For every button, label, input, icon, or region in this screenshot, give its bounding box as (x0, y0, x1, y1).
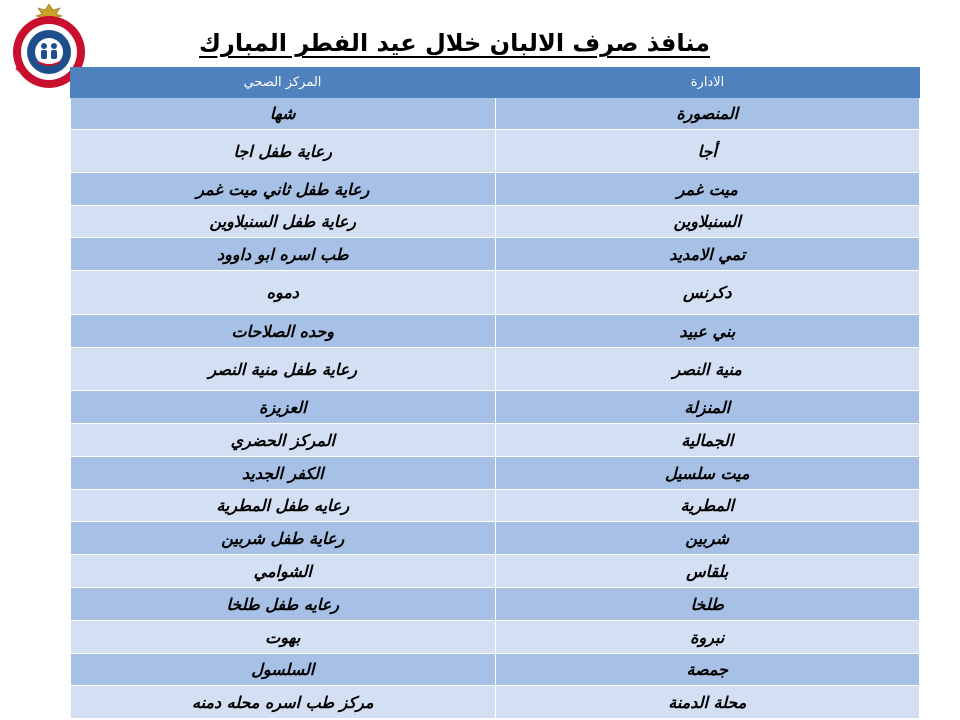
center-cell: رعايه طفل طلخا (71, 588, 496, 620)
table-row (71, 621, 920, 654)
admin-cell: جمصة (496, 654, 921, 685)
admin-cell: بني عبيد (496, 315, 921, 347)
table-row (71, 522, 920, 555)
table-row (71, 654, 920, 686)
admin-cell: شربين (496, 522, 921, 554)
center-cell: المركز الحضري (71, 424, 496, 456)
header-center: المركز الصحي (243, 75, 322, 90)
table-row (71, 130, 920, 173)
table-body (70, 98, 920, 719)
table-row (71, 391, 920, 424)
table-row (71, 98, 920, 130)
center-cell: رعايه طفل المطرية (71, 490, 496, 521)
center-cell: وحده الصلاحات (71, 315, 496, 347)
center-cell: شها (71, 98, 496, 129)
admin-cell: منية النصر (496, 348, 921, 390)
center-cell: الشوامي (71, 555, 496, 587)
admin-cell: المنصورة (496, 98, 921, 129)
center-cell: بهوت (71, 621, 496, 653)
admin-cell: أجا (496, 130, 921, 172)
center-cell: العزيزة (71, 391, 496, 423)
center-cell: طب اسره ابو داوود (71, 238, 496, 270)
admin-cell: نبروة (496, 621, 921, 653)
admin-cell: المنزلة (496, 391, 921, 423)
table-header (70, 67, 920, 98)
admin-cell: دكرنس (496, 271, 921, 314)
center-cell: رعاية طفل اجا (71, 130, 496, 172)
table-row (71, 686, 920, 719)
admin-cell: المطرية (496, 490, 921, 521)
table-row (71, 555, 920, 588)
table-row (71, 206, 920, 238)
center-cell: رعاية طفل منية النصر (71, 348, 496, 390)
center-cell: رعاية طفل شربين (71, 522, 496, 554)
center-cell: الكفر الجديد (71, 457, 496, 489)
table-row (71, 173, 920, 206)
admin-cell: محلة الدمنة (496, 686, 921, 718)
admin-cell: السنبلاوين (496, 206, 921, 237)
table-row (71, 348, 920, 391)
center-cell: رعاية طفل ثاني ميت غمر (71, 173, 496, 205)
admin-cell: بلقاس (496, 555, 921, 587)
outlets-table (70, 67, 920, 719)
table-row (71, 424, 920, 457)
table-row (71, 588, 920, 621)
table-row (71, 238, 920, 271)
admin-cell: ميت غمر (496, 173, 921, 205)
admin-cell: ميت سلسيل (496, 457, 921, 489)
center-cell: السلسول (71, 654, 496, 685)
admin-cell: الجمالية (496, 424, 921, 456)
table-row (71, 457, 920, 490)
table-row (71, 490, 920, 522)
center-cell: رعاية طفل السنبلاوين (71, 206, 496, 237)
table-row (71, 315, 920, 348)
page-title (120, 28, 710, 58)
table-row (71, 271, 920, 315)
admin-cell: طلخا (496, 588, 921, 620)
header-admin: الادارة (690, 75, 725, 90)
page-title-text: منافذ صرف الالبان خلال عيد الفطر المبارك (199, 29, 710, 57)
center-cell: دموه (71, 271, 496, 314)
center-cell: مركز طب اسره محله دمنه (71, 686, 496, 718)
admin-cell: تمي الامديد (496, 238, 921, 270)
